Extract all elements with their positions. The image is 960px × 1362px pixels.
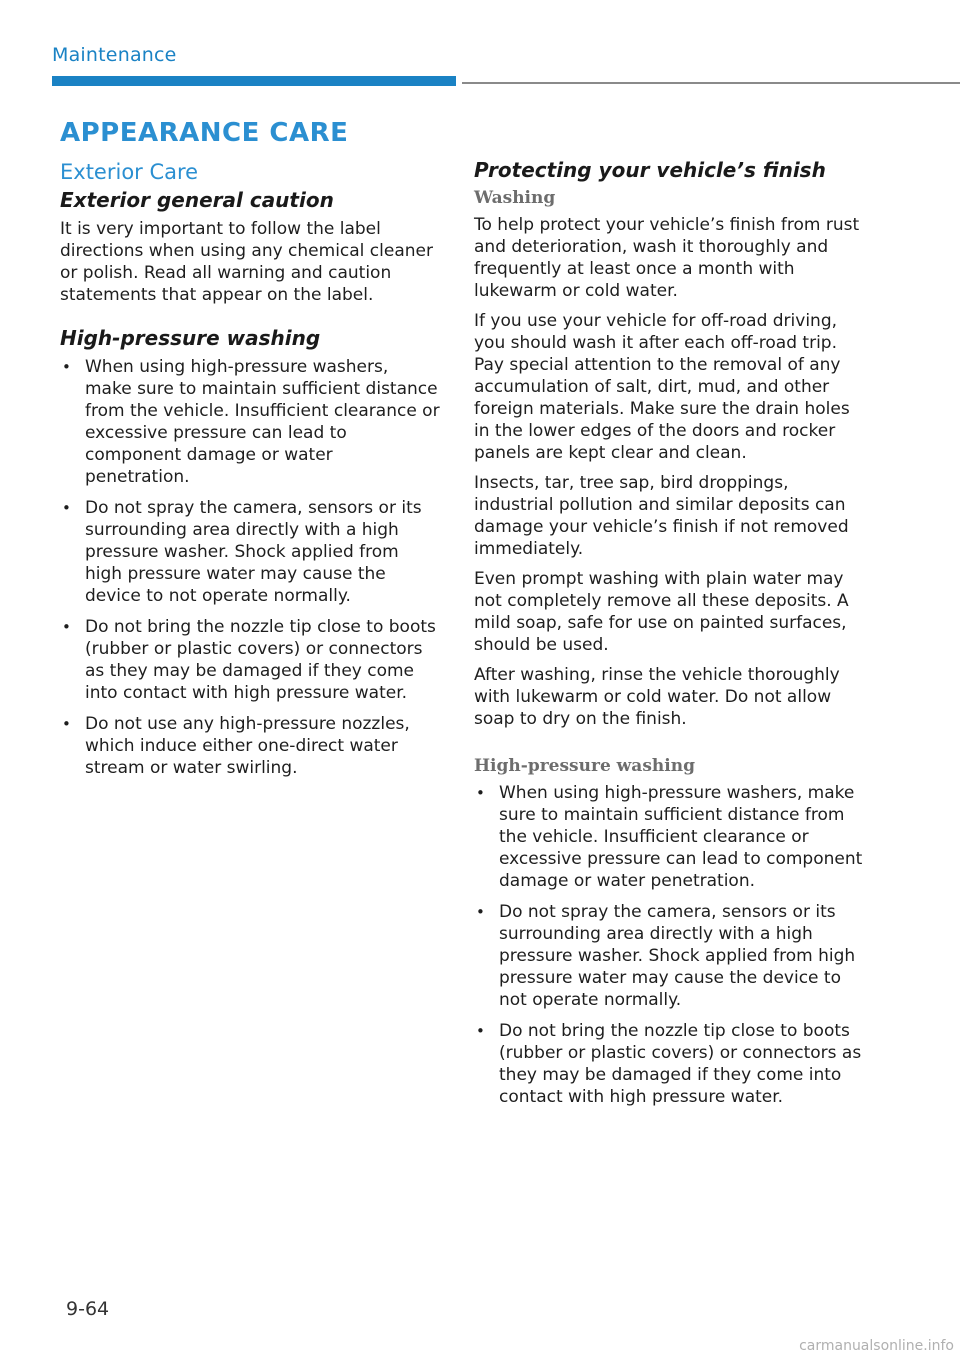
- hp-washing-heading-left: High-pressure washing: [60, 326, 321, 350]
- general-caution-heading: Exterior general caution: [60, 188, 334, 212]
- page-title: APPEARANCE CARE: [60, 118, 349, 148]
- bullet-icon: •: [62, 618, 71, 636]
- bullet-icon: •: [476, 903, 485, 921]
- general-caution-text: It is very important to follow the label directions when using any chemical cleaner or polish. Read all warning and caution statements that appear on the label.: [60, 219, 433, 305]
- list-item: • Do not spray the camera, sensors or its surrounding area directly with a high pressure washer. Shock applied from high pressure water may cause the device to not operate normally.: [476, 902, 856, 1010]
- hp-washing-heading-right: High-pressure washing: [474, 756, 695, 776]
- header-rule-blue: [52, 76, 456, 86]
- washing-paragraph: Even prompt washing with plain water may not completely remove all these deposits. A mild soap, safe for use on painted surfaces, should be used.: [474, 569, 849, 655]
- bullet-icon: •: [62, 715, 71, 733]
- bullet-icon: •: [62, 358, 71, 376]
- list-item: • Do not spray the camera, sensors or its surrounding area directly with a high pressure washer. Shock applied from high pressure water may cause the device to not operate normally.: [62, 498, 422, 606]
- washing-paragraph: If you use your vehicle for off-road driving, you should wash it after each off-road trip. Pay special attention to the removal of any accumulation of salt, dirt, mud, and other foreign materials. Make sure the drain holes in the lower edges of the doors and rocker panels are kept clear and clean.: [474, 311, 850, 463]
- hp-washing-list-right: [474, 782, 864, 1108]
- list-item: • Do not bring the nozzle tip close to boots (rubber or plastic covers) or connectors as they may be damaged if they come into contact with high pressure water.: [62, 617, 436, 703]
- bullet-icon: •: [476, 1022, 485, 1040]
- list-item: • Do not bring the nozzle tip close to boots (rubber or plastic covers) or connectors as they may be damaged if they come into contact with high pressure water.: [476, 1021, 862, 1107]
- section-label: Maintenance: [52, 44, 177, 66]
- bullet-icon: •: [62, 499, 71, 517]
- watermark: carmanualsonline.info: [799, 1338, 954, 1354]
- right-column: [474, 158, 864, 1117]
- list-item: • Do not use any high-pressure nozzles, which induce either one-direct water stream or water swirling.: [62, 714, 410, 778]
- bullet-icon: •: [476, 784, 485, 802]
- list-item: • When using high-pressure washers, make sure to maintain sufficient distance from the vehicle. Insufficient clearance or excessive pressure can lead to component damage or water penetration.: [476, 783, 863, 891]
- left-column: [60, 118, 440, 788]
- section-subtitle: Exterior Care: [60, 160, 199, 184]
- washing-paragraph: To help protect your vehicle’s finish from rust and deterioration, wash it thoroughly and frequently at least once a month with lukewarm or cold water.: [474, 215, 860, 301]
- header-rule-gray: [462, 82, 960, 84]
- washing-paragraph: Insects, tar, tree sap, bird droppings, industrial pollution and similar deposits can damage your vehicle’s finish if not removed immediately.: [474, 473, 849, 559]
- protecting-finish-heading: Protecting your vehicle’s finish: [474, 158, 826, 182]
- hp-washing-list-left: [60, 356, 440, 779]
- list-item: • When using high-pressure washers, make sure to maintain sufficient distance from the vehicle. Insufficient clearance or excessive pressure can lead to component damage or water penetration.: [62, 357, 440, 487]
- washing-heading: Washing: [474, 188, 556, 208]
- washing-paragraph: After washing, rinse the vehicle thoroughly with lukewarm or cold water. Do not allow soap to dry on the finish.: [474, 665, 840, 729]
- page-number: 9-64: [66, 1298, 110, 1320]
